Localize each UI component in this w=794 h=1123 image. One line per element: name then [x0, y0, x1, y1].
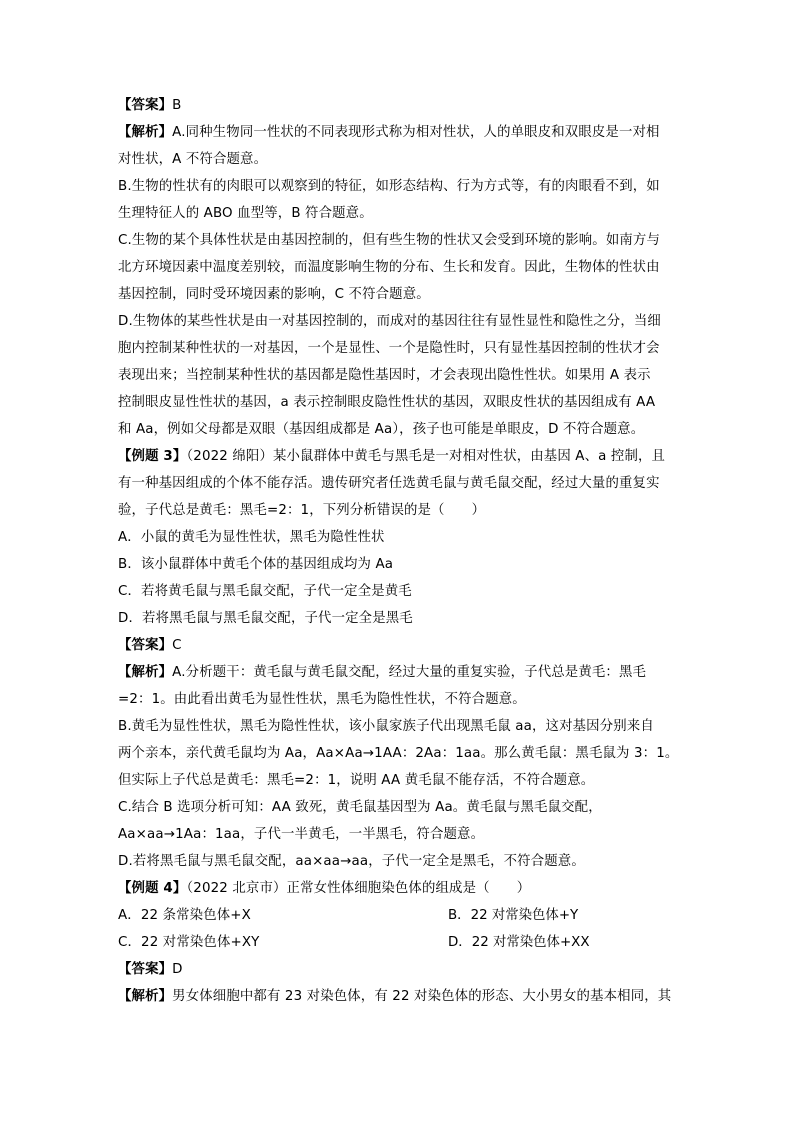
option-d: D．22 对常染色体+XX — [448, 935, 590, 950]
analysis-text: 表现出来；当控制某种性状的基因都是隐性基因时，才会表现出隐性性状。如果用 A 表示 — [118, 368, 651, 383]
analysis-text: D.若将黑毛鼠与黑毛鼠交配，aa×aa→aa，子代一定全是黑毛，不符合题意。 — [118, 854, 585, 869]
analysis-text: 北方环境因素中温度差别较，而温度影响生物的分布、生长和发育。因此，生物体的性状由 — [118, 260, 660, 275]
analysis-tag: 【解析】 — [118, 125, 173, 140]
analysis-text: B.黄毛为显性性状，黑毛为隐性性状，该小鼠家族子代出现黑毛鼠 aa，这对基因分别来自 — [118, 719, 654, 734]
answer-line — [118, 636, 678, 656]
analysis-text: 对性状，A 不符合题意。 — [118, 152, 268, 167]
option-a: A．22 条常染色体+X — [118, 908, 251, 923]
analysis-text: 但实际上子代总是黄毛：黑毛=2：1，说明 AA 黄毛鼠不能存活，不符合题意。 — [118, 773, 595, 788]
answer-tag: 【答案】 — [118, 98, 173, 113]
analysis-tag: 【解析】 — [118, 989, 173, 1004]
option-b: B．该小鼠群体中黄毛个体的基因组成均为 Aa — [118, 557, 394, 572]
option-c: C．22 对常染色体+XY — [118, 935, 260, 950]
analysis-text: D.生物体的某些性状是由一对基因控制的，而成对的基因往往有显性显性和隐性之分，当细 — [118, 314, 661, 329]
question-text: 有一种基因组成的个体不能存活。遗传研究者任选黄毛鼠与黄毛鼠交配，经过大量的重复实 — [118, 476, 660, 491]
answer-tag: 【答案】 — [118, 962, 173, 977]
analysis-text: =2：1。由此看出黄毛为显性性状，黑毛为隐性性状，不符合题意。 — [118, 692, 526, 707]
analysis-text: 生理特征人的 ABO 血型等，B 符合题意。 — [118, 206, 373, 221]
question-text: （2022 绵阳）某小鼠群体中黄毛与黑毛是一对相对性状，由基因 A、a 控制，且 — [186, 449, 666, 464]
option-a: A．小鼠的黄毛为显性性状，黑毛为隐性性状 — [118, 530, 385, 545]
analysis-line — [118, 663, 678, 683]
analysis-tag: 【解析】 — [118, 665, 173, 680]
analysis-text: Aa×aa→1Aa：1aa，子代一半黄毛，一半黑毛，符合题意。 — [118, 827, 485, 842]
answer-tag: 【答案】 — [118, 638, 173, 653]
answer-value: B — [172, 98, 182, 113]
analysis-text: 两个亲本，亲代黄毛鼠均为 Aa，Aa×Aa→1AA：2Aa：1aa。那么黄毛鼠：黑毛鼠为 3：1。 — [118, 746, 679, 761]
answer-line — [118, 96, 678, 116]
analysis-text: 胞内控制某种性状的一对基因，一个是显性、一个是隐性时，只有显性基因控制的性状才会 — [118, 341, 660, 356]
analysis-text: A.分析题干：黄毛鼠与黄毛鼠交配，经过大量的重复实验，子代总是黄毛：黑毛 — [172, 665, 647, 680]
question-tag: 【例题 4】 — [118, 881, 187, 896]
question-text: （2022 北京市）正常女性体细胞染色体的组成是（ ） — [186, 881, 531, 896]
question-stem — [118, 879, 678, 899]
question-tag: 【例题 3】 — [118, 449, 187, 464]
analysis-text: A.同种生物同一性状的不同表现形式称为相对性状，人的单眼皮和双眼皮是一对相 — [172, 125, 660, 140]
analysis-text: 控制眼皮显性性状的基因，a 表示控制眼皮隐性性状的基因，双眼皮性状的基因组成有 AA — [118, 395, 656, 410]
analysis-text: 基因控制，同时受环境因素的影响，C 不符合题意。 — [118, 287, 430, 302]
question-text: 验，子代总是黄毛：黑毛=2：1，下列分析错误的是（ ） — [118, 503, 486, 518]
option-d: D．若将黑毛鼠与黑毛鼠交配，子代一定全是黑毛 — [118, 611, 413, 626]
analysis-line — [118, 123, 678, 143]
answer-value: D — [172, 962, 183, 977]
option-b: B．22 对常染色体+Y — [448, 908, 579, 923]
analysis-text: 男女体细胞中都有 23 对染色体，有 22 对染色体的形态、大小男女的基本相同，其 — [172, 989, 672, 1004]
analysis-text: C.生物的某个具体性状是由基因控制的，但有些生物的性状又会受到环境的影响。如南方与 — [118, 233, 660, 248]
analysis-line — [118, 987, 678, 1007]
option-c: C．若将黄毛鼠与黑毛鼠交配，子代一定全是黄毛 — [118, 584, 412, 599]
analysis-text: 和 Aa，例如父母都是双眼（基因组成都是 Aa），孩子也可能是单眼皮，D 不符合题意。 — [118, 422, 645, 437]
answer-value: C — [172, 638, 182, 653]
question-stem — [118, 447, 678, 467]
analysis-text: B.生物的性状有的肉眼可以观察到的特征，如形态结构、行为方式等，有的肉眼看不到，如 — [118, 179, 660, 194]
answer-line — [118, 960, 678, 980]
analysis-text: C.结合 B 选项分析可知：AA 致死，黄毛鼠基因型为 Aa。黄毛鼠与黑毛鼠交配， — [118, 800, 602, 815]
